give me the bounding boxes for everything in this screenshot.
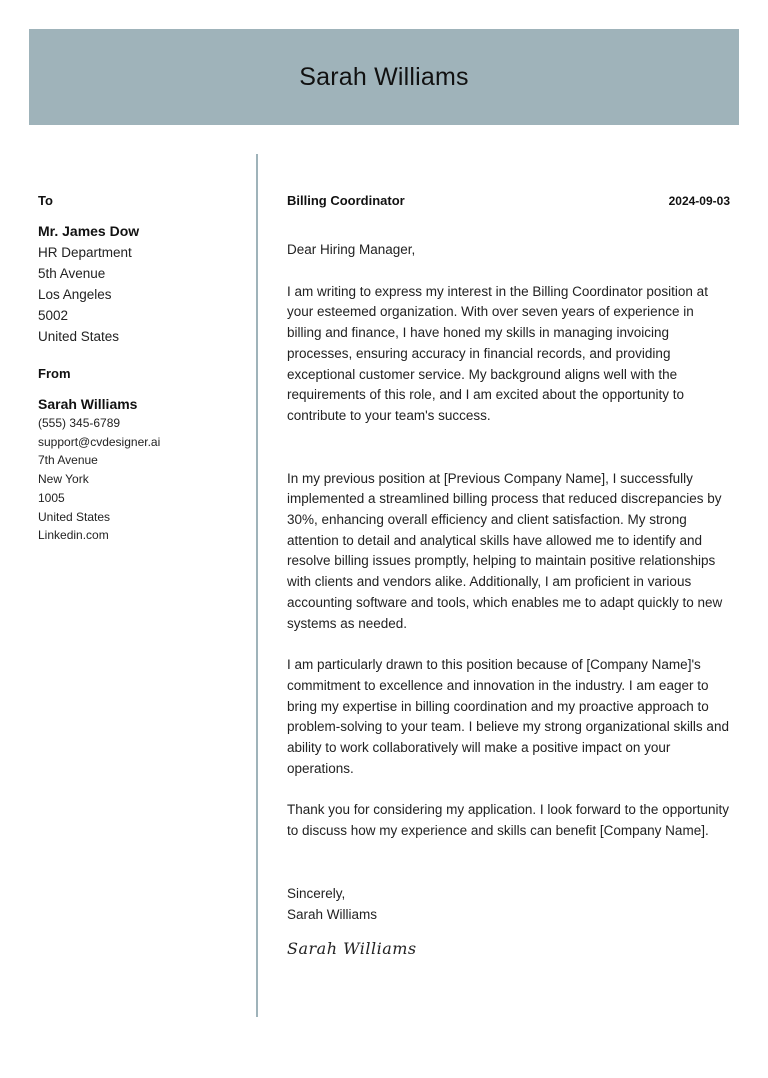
header-banner [29, 29, 739, 125]
recipient-address [38, 242, 243, 347]
sender-street: 7th Avenue [38, 453, 98, 468]
recipient-street: 5th Avenue [38, 266, 106, 281]
recipient-country: United States [38, 329, 120, 344]
greeting: Dear Hiring Manager, [287, 242, 416, 257]
paragraph-thanks: Thank you for considering my application. I look forward to the opportunity to discuss how my experience and skills can benefit [Company Name]. [287, 802, 729, 839]
sender-details [38, 414, 243, 545]
sender-label: From [38, 366, 71, 381]
sender-linkedin: Linkedin.com [38, 528, 109, 543]
letter-body [287, 193, 730, 958]
paragraph-experience: In my previous position at [Previous Company Name], I successfully implemented a streamlined billing process that reduced discrepancies by 30%, enhancing overall efficiency and client satisfaction. My strong attention to detail and analytical skills have allowed me to identify and resolve billing issues promptly, helping to maintain positive relationships with clients and vendors alike. Additionally, I am proficient in various accounting software and tools, which enables me to adapt quickly to new systems as needed. [287, 470, 723, 631]
closing: Sincerely, [287, 885, 346, 901]
handwritten-signature: Sarah Williams [287, 939, 417, 959]
sender-phone: (555) 345-6789 [38, 416, 121, 430]
recipient-name: Mr. James Dow [38, 223, 140, 239]
sender-postcode: 1005 [38, 490, 65, 505]
sender-city: New York [38, 472, 89, 487]
column-divider [256, 154, 258, 1017]
sender-email: support@cvdesigner.ai [38, 434, 161, 449]
recipient-department: HR Department [38, 245, 132, 260]
recipient-label: To [38, 193, 53, 208]
paragraph-intro: I am writing to express my interest in the Billing Coordinator position at your esteemed organization. With over seven years of experience in billing and finance, I have honed my skills in managing invoicing processes, ensuring accuracy in financial records, and providing exceptional customer service. My background aligns well with the requirements of this role, and I am excited about the opportunity to contribute to your team's success. [287, 283, 708, 423]
address-column [38, 193, 243, 545]
applicant-name: Sarah Williams [299, 62, 469, 91]
sender-name: Sarah Williams [38, 396, 138, 412]
sender-country: United States [38, 509, 111, 524]
recipient-postcode: 5002 [38, 308, 69, 323]
recipient-city: Los Angeles [38, 287, 112, 302]
signer-name: Sarah Williams [287, 906, 378, 922]
paragraph-motivation: I am particularly drawn to this position because of [Company Name]'s commitment to excellence and innovation in the industry. I am eager to bring my expertise in billing coordination and my proactive approach to problem-solving to your team. I believe my strong organizational skills and ability to work collaboratively will make a positive impact on your operations. [287, 657, 729, 776]
letter-date: 2024-09-03 [668, 194, 730, 208]
position-title: Billing Coordinator [287, 193, 405, 208]
letter-heading [287, 193, 730, 208]
